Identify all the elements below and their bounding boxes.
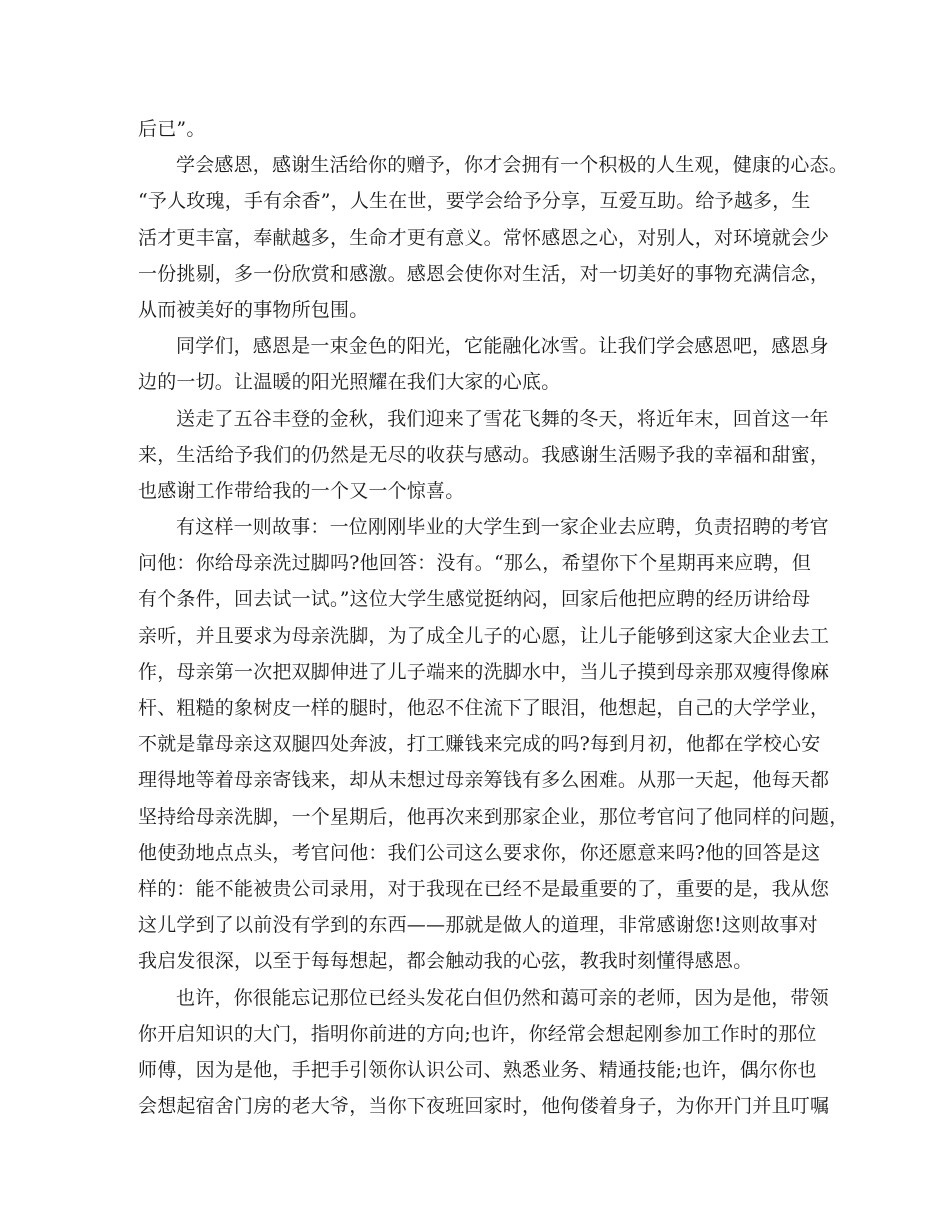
text-line: 有个条件，回去试一试。”这位大学生感觉挺纳闷，回家后他把应聘的经历讲给母 bbox=[138, 588, 811, 611]
text-line: 会想起宿舍门房的老大爷，当你下夜班回家时，他佝偻着身子，为你开门并且叮嘱 bbox=[138, 1095, 830, 1118]
text-line: 你开启知识的大门，指明你前进的方向;也许，你经常会想起刚参加工作时的那位 bbox=[138, 1022, 817, 1045]
document-body bbox=[138, 111, 849, 1124]
text-line: “予人玫瑰，手有余香”，人生在世，要学会给予分享，互爱互助。给予越多，生 bbox=[138, 190, 811, 213]
text-line: 也许，你很能忘记那位已经头发花白但仍然和蔼可亲的老师，因为是他，带领 bbox=[176, 986, 829, 1009]
text-line: 从而被美好的事物所包围。 bbox=[138, 298, 369, 321]
text-line: 杆、粗糙的象树皮一样的腿时，他忍不住流下了眼泪，他想起，自己的大学学业， bbox=[138, 697, 830, 719]
text-line: 这儿学到了以前没有学到的东西——那就是做人的道理，非常感谢您!这则故事对 bbox=[138, 914, 818, 937]
text-line: 活才更丰富，奉献越多，生命才更有意义。常怀感恩之心，对别人，对环境就会少 bbox=[138, 226, 830, 249]
text-line: 我启发很深，以至于每每想起，都会触动我的心弦，教我时刻懂得感恩。 bbox=[138, 950, 753, 973]
text-line: 也感谢工作带给我的一个又一个惊喜。 bbox=[138, 479, 465, 502]
text-line: 作，母亲第一次把双脚伸进了儿子端来的洗脚水中，当儿子摸到母亲那双瘦得像麻 bbox=[138, 660, 830, 683]
text-line: 同学们，感恩是一束金色的阳光，它能融化冰雪。让我们学会感恩吧，感恩身 bbox=[176, 335, 829, 358]
text-line: 样的：能不能被贵公司录用，对于我现在已经不是最重要的了，重要的是，我从您 bbox=[138, 877, 830, 900]
text-line: 边的一切。让温暖的阳光照耀在我们大家的心底。 bbox=[138, 371, 561, 394]
text-line: 后已”。 bbox=[138, 118, 206, 140]
text-line: 一份挑剔，多一份欣赏和感激。感恩会使你对生活，对一切美好的事物充满信念， bbox=[138, 262, 830, 285]
text-line: 师傅，因为是他，手把手引领你认识公司、熟悉业务、精通技能;也许，偶尔你也 bbox=[138, 1058, 817, 1081]
text-line: 坚持给母亲洗脚，一个星期后，他再次来到那家企业，那位考官问了他同样的问题， bbox=[138, 805, 849, 828]
text-line: 他使劲地点点头，考官问他：我们公司这么要求你，你还愿意来吗?他的回答是这 bbox=[138, 841, 821, 864]
text-line: 有这样一则故事：一位刚刚毕业的大学生到一家企业去应聘，负责招聘的考官 bbox=[176, 516, 829, 539]
text-line: 不就是靠母亲这双腿四处奔波，打工赚钱来完成的吗?每到月初，他都在学校心安 bbox=[138, 733, 821, 756]
text-line: 来，生活给予我们的仍然是无尽的收获与感动。我感谢生活赐予我的幸福和甜蜜， bbox=[138, 443, 830, 466]
text-line: 问他：你给母亲洗过脚吗?他回答：没有。“那么，希望你下个星期再来应聘，但 bbox=[138, 552, 812, 575]
text-line: 学会感恩，感谢生活给你的赠予，你才会拥有一个积极的人生观，健康的心态。 bbox=[176, 154, 849, 177]
text-line: 送走了五谷丰登的金秋，我们迎来了雪花飞舞的冬天，将近年末，回首这一年 bbox=[176, 407, 829, 430]
text-line: 亲听，并且要求为母亲洗脚，为了成全儿子的心愿，让儿子能够到这家大企业去工 bbox=[138, 624, 830, 647]
text-line: 理得地等着母亲寄钱来，却从未想过母亲筹钱有多么困难。从那一天起，他每天都 bbox=[138, 769, 830, 792]
